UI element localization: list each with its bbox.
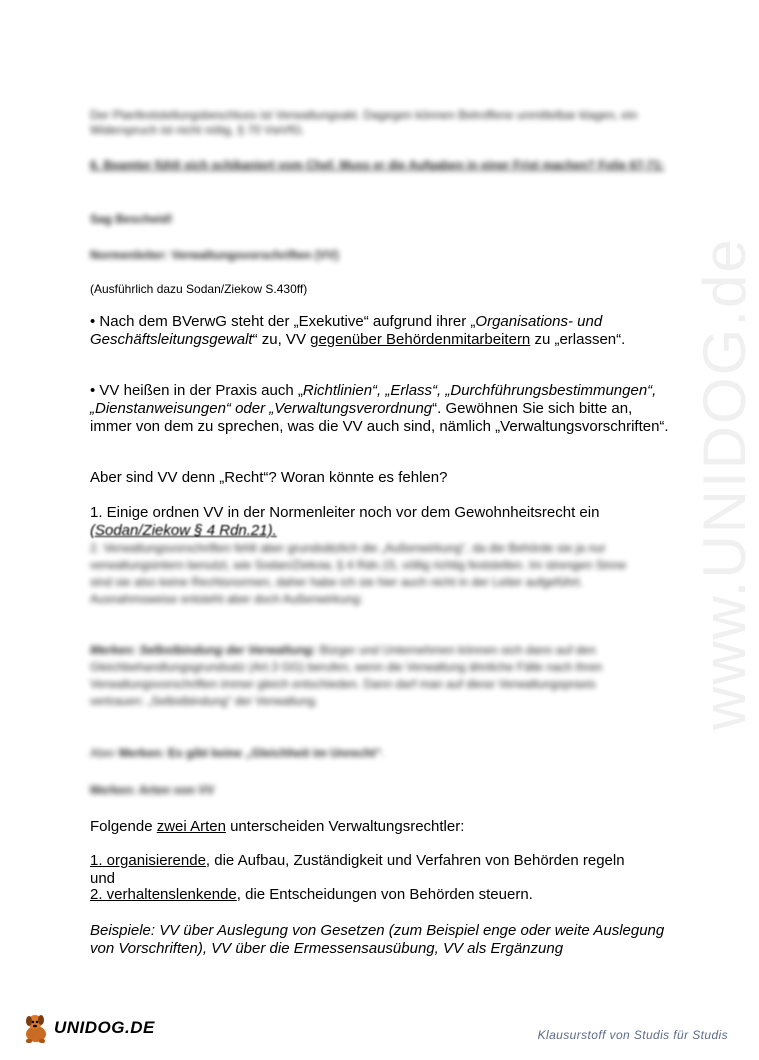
footer-tagline: Klausurstoff von Studis für Studis — [537, 1028, 728, 1042]
question: Aber sind VV denn „Recht“? Woran könnte es fehlen? — [90, 469, 448, 486]
logo-text: UNIDOG.DE — [54, 1018, 155, 1037]
beispiele: Beispiele: VV über Auslegung von Gesetzen (zum Beispiel enge oder weite Auslegung von Vorschriften), VV über die Ermessensausübung, VV als Ergänzung — [90, 922, 665, 957]
blurred-point-2: 2. Verwaltungsvorschriften fehlt aber grundsätzlich die „Außenwirkung“, da die Behörde sie ja nur verwaltungsintern benutzt, wie Sodan/Ziekow, § 4 Rdn.15, völlig richtig feststellen. Im strengen Sinne sind sie also keine Rechtsnormen, daher habe ich sie hier auch nicht in der Leiter aufgeführt. Ausnahmsweise entsteht aber doch Außenwirkung: — [90, 541, 627, 606]
blurred-heading-6: 6. Beamter fühlt sich schikaniert vom Chef. Muss er die Aufgaben in einer Frist machen? Folie 67-71: — [90, 158, 665, 172]
bullet-vv-names: • VV heißen in der Praxis auch „Richtlinien“, „Erlass“, „Durchführungsbestimmungen“, „Dienstanweisungen“ oder „Verwaltungsverordnung“. Gewöhnen Sie sich bitte an, immer von dem zu sprechen, was die VV auch sind, nämlich „Verwaltungsvorschriften“. — [90, 382, 669, 435]
blurred-merken-selbstbindung: Merken: Selbstbindung der Verwaltung: Bürger und Unternehmen können sich dann auf den Gleichbehandlungsgrundsatz (Art.3 GG) berufen, wenn die Verwaltung ähnliche Fälle nach ihren Verwaltungsvorschriften immer gleich entschieden. Dann darf man auf diese Verwaltungspraxis vertrauen: „Selbstbindung“ der Verwaltung. — [90, 643, 603, 708]
art-verhaltenslenkende: 2. verhaltenslenkende, die Entscheidungen von Behörden steuern. — [90, 886, 533, 903]
blurred-paragraph-planfeststellung: Der Planfeststellungsbeschluss ist Verwaltungsakt. Dagegen können Betroffene unmittelbar klagen, ein Widerspruch ist nicht nötig, § 70 VwVfG. — [90, 108, 638, 137]
blurred-gleichheit: Aber Merken: Es gibt keine „Gleichheit im Unrecht“. — [90, 746, 385, 760]
art-organisierende: 1. organisierende, die Aufbau, Zuständigkeit und Verfahren von Behörden regeln und — [90, 852, 625, 887]
unidog-logo — [22, 1012, 155, 1044]
blurred-sag-bescheid: Sag Bescheid! — [90, 212, 173, 226]
watermark: www.UNIDOG.de — [691, 237, 758, 730]
blurred-normenleiter-heading: Normenleiter: Verwaltungsvorschriften (VV) — [90, 248, 339, 262]
bullet-exekutive: • Nach dem BVerwG steht der „Exekutive“ aufgrund ihrer „Organisations- und Geschäftsleitungsgewalt“ zu, VV gegenüber Behördenmitarbeitern zu „erlassen“. — [90, 313, 626, 348]
dog-icon — [22, 1012, 52, 1044]
folgende-arten: Folgende zwei Arten unterscheiden Verwaltungsrechtler: — [90, 818, 465, 835]
blurred-arten-heading: Merken: Arten von VV — [90, 783, 215, 797]
point-1: 1. Einige ordnen VV in der Normenleiter noch vor dem Gewohnheitsrecht ein (Sodan/Ziekow § 4 Rdn.21). — [90, 504, 600, 539]
source-note: (Ausführlich dazu Sodan/Ziekow S.430ff) — [90, 282, 308, 296]
